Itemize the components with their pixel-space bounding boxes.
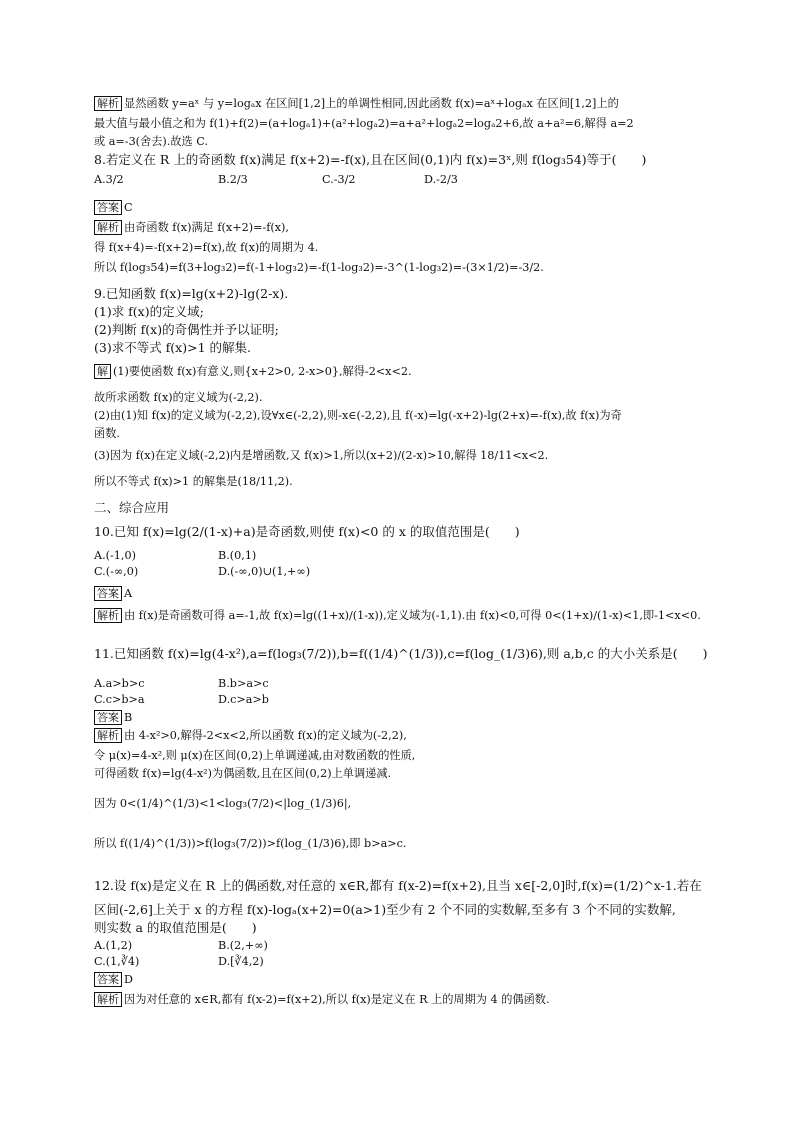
q8-stem: 8.若定义在 R 上的奇函数 f(x)满足 f(x+2)=-f(x),且在区间(0,1)内 f(x)=3ˣ,则 f(log₃54)等于( ) [94, 152, 647, 167]
q10-answer: 答案 A [94, 586, 132, 601]
analysis-tag: 解析 [94, 220, 122, 235]
q9-solution-line-5: (3)因为 f(x)在定义域(-2,2)内是增函数,又 f(x)>1,所以(x+2)/(2-x)>10,解得 18/11<x<2. [94, 449, 549, 462]
q11-analysis-line-2: 令 μ(x)=4-x²,则 μ(x)在区间(0,2)上单调递减,由对数函数的性质, [94, 749, 416, 762]
q8-option-c: C.-3/2 [322, 173, 356, 186]
q10-analysis: 解析 由 f(x)是奇函数可得 a=-1,故 f(x)=lg((1+x)/(1-x)),定义域为(-1,1).由 f(x)<0,可得 0<(1+x)/(1-x)<1,即-1<x<0. [94, 608, 701, 623]
q8-analysis-line-2: 得 f(x+4)=-f(x+2)=f(x),故 f(x)的周期为 4. [94, 241, 319, 254]
solution-tag: 解 [94, 364, 111, 379]
q10-stem: 10.已知 f(x)=lg(2/(1-x)+a)是奇函数,则使 f(x)<0 的 x 的取值范围是( ) [94, 524, 520, 539]
q11-options [94, 676, 702, 710]
q11-option-b: B.b>a>c [218, 677, 269, 690]
q8-options [94, 172, 702, 192]
analysis-tag: 解析 [94, 728, 122, 743]
q9-solution-line-4: 函数. [94, 427, 120, 440]
q11-analysis-line-4: 因为 0<(1/4)^(1/3)<1<log₃(7/2)<|log_(1/3)6|, [94, 797, 352, 810]
q9-sub-2: (2)判断 f(x)的奇偶性并予以证明; [94, 322, 279, 337]
q10-option-d: D.(-∞,0)∪(1,+∞) [218, 565, 311, 578]
analysis-tag: 解析 [94, 96, 122, 111]
q11-option-d: D.c>a>b [218, 693, 269, 706]
q10-option-a: A.(-1,0) [94, 549, 136, 562]
q11-option-c: C.c>b>a [94, 693, 145, 706]
q11-answer: 答案 B [94, 710, 132, 725]
q9-stem: 9.已知函数 f(x)=lg(x+2)-lg(2-x). [94, 286, 289, 301]
section-heading: 二、综合应用 [94, 500, 170, 515]
answer-tag: 答案 [94, 710, 122, 725]
q12-option-c: C.(1,∛4) [94, 955, 140, 968]
q12-stem-line-3: 则实数 a 的取值范围是( ) [94, 920, 257, 935]
q12-option-a: A.(1,2) [94, 939, 133, 952]
q8-option-b: B.2/3 [218, 173, 248, 186]
q8-analysis-line-1: 解析 由奇函数 f(x)满足 f(x+2)=-f(x), [94, 220, 289, 235]
q9-sub-1: (1)求 f(x)的定义域; [94, 304, 204, 319]
q9-solution-line-6: 所以不等式 f(x)>1 的解集是(18/11,2). [94, 475, 293, 488]
q12-option-d: D.[∛4,2) [218, 955, 264, 968]
answer-tag: 答案 [94, 200, 122, 215]
q11-option-a: A.a>b>c [94, 677, 145, 690]
q12-stem-line-1: 12.设 f(x)是定义在 R 上的偶函数,对任意的 x∈R,都有 f(x-2)=f(x+2),且当 x∈[-2,0]时,f(x)=(1/2)^x-1.若在 [94, 878, 702, 893]
q12-options [94, 938, 702, 972]
q7-analysis-line-3: 或 a=-3(舍去).故选 C. [94, 135, 208, 148]
q9-solution-line-1: 解 (1)要使函数 f(x)有意义,则{x+2>0, 2-x>0},解得-2<x<2. [94, 364, 412, 379]
q7-analysis-line-1: 解析 显然函数 y=aˣ 与 y=logₐx 在区间[1,2]上的单调性相同,因此函数 f(x)=aˣ+logₐx 在区间[1,2]上的 [94, 96, 619, 111]
answer-tag: 答案 [94, 972, 122, 987]
q7-analysis-line-2: 最大值与最小值之和为 f(1)+f(2)=(a+logₐ1)+(a²+logₐ2)=a+a²+logₐ2=logₐ2+6,故 a+a²=6,解得 a=2 [94, 117, 634, 130]
q12-option-b: B.(2,+∞) [218, 939, 268, 952]
q11-analysis-line-3: 可得函数 f(x)=lg(4-x²)为偶函数,且在区间(0,2)上单调递减. [94, 767, 392, 780]
q11-analysis-line-1: 解析 由 4-x²>0,解得-2<x<2,所以函数 f(x)的定义域为(-2,2), [94, 728, 407, 743]
q12-analysis: 解析 因为对任意的 x∈R,都有 f(x-2)=f(x+2),所以 f(x)是定义在 R 上的周期为 4 的偶函数. [94, 992, 550, 1007]
q10-options [94, 548, 702, 582]
analysis-tag: 解析 [94, 992, 122, 1007]
q9-sub-3: (3)求不等式 f(x)>1 的解集. [94, 340, 251, 355]
q8-analysis-line-3: 所以 f(log₃54)=f(3+log₃2)=f(-1+log₃2)=-f(1-log₃2)=-3^(1-log₃2)=-(3×1/2)=-3/2. [94, 261, 544, 274]
q8-answer: 答案 C [94, 200, 133, 215]
q9-solution-line-3: (2)由(1)知 f(x)的定义域为(-2,2),设∀x∈(-2,2),则-x∈(-2,2),且 f(-x)=lg(-x+2)-lg(2+x)=-f(x),故 f(x)为奇 [94, 409, 622, 422]
q11-analysis-line-5: 所以 f((1/4)^(1/3))>f(log₃(7/2))>f(log_(1/3)6),即 b>a>c. [94, 837, 407, 850]
q10-option-b: B.(0,1) [218, 549, 257, 562]
answer-tag: 答案 [94, 586, 122, 601]
q12-stem-line-2: 区间(-2,6]上关于 x 的方程 f(x)-logₐ(x+2)=0(a>1)至少有 2 个不同的实数解,至多有 3 个不同的实数解, [94, 902, 676, 917]
q9-solution-line-2: 故所求函数 f(x)的定义域为(-2,2). [94, 391, 263, 404]
q10-option-c: C.(-∞,0) [94, 565, 139, 578]
analysis-tag: 解析 [94, 608, 122, 623]
q8-option-a: A.3/2 [94, 173, 124, 186]
q12-answer: 答案 D [94, 972, 133, 987]
q8-option-d: D.-2/3 [424, 173, 458, 186]
q11-stem: 11.已知函数 f(x)=lg(4-x²),a=f(log₃(7/2)),b=f((1/4)^(1/3)),c=f(log_(1/3)6),则 a,b,c 的大小关系是( ) [94, 646, 708, 661]
